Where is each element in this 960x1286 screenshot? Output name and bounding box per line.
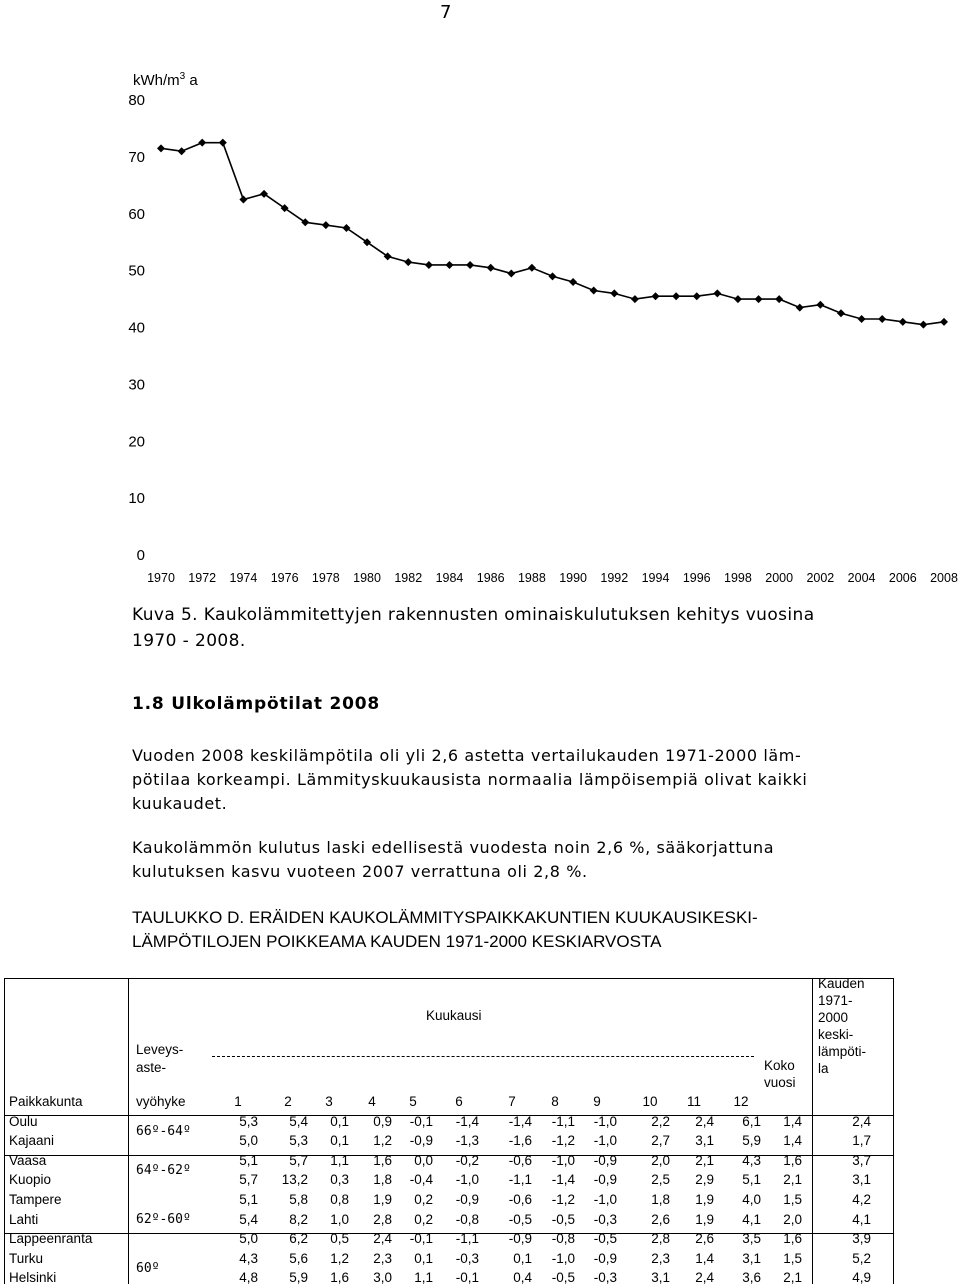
x-tick-label: 2008 (930, 571, 958, 585)
table-cell-month: -0,5 (508, 1212, 532, 1227)
y-tick-label: 50 (128, 262, 145, 280)
table-cell-month: 1,6 (373, 1153, 392, 1168)
table-cell-month: 3,6 (742, 1270, 761, 1285)
table-cell-month: 2,4 (695, 1270, 714, 1285)
latitude-zone-label: 66º-64º (136, 1123, 191, 1139)
data-point-marker (837, 309, 845, 317)
table-cell-month: 2,9 (695, 1172, 714, 1187)
header-avg-line-4: keski- (818, 1027, 854, 1042)
consumption-line-chart (0, 60, 960, 600)
y-tick-label: 0 (136, 547, 145, 564)
y-tick-label: 20 (128, 433, 145, 451)
table-cell-month: -0,6 (508, 1153, 532, 1168)
table-cell-month: 0,0 (414, 1153, 433, 1168)
data-point-marker (652, 292, 660, 300)
y-tick-label: 40 (128, 319, 145, 337)
table-cell-month: 1,0 (330, 1212, 349, 1227)
y-tick-label: 70 (128, 148, 145, 166)
table-cell-month: 1,1 (330, 1153, 349, 1168)
table-cell-month: 0,9 (373, 1114, 392, 1129)
table-row-place: Vaasa (9, 1153, 47, 1168)
table-cell-month: -0,1 (409, 1114, 433, 1129)
table-right-border (893, 978, 894, 1284)
table-cell-month: -1,2 (551, 1192, 575, 1207)
data-point-marker (445, 261, 453, 269)
x-tick-label: 1990 (559, 571, 588, 585)
table-cell-month: -1,1 (455, 1231, 479, 1246)
header-avg-line-3: 2000 (818, 1010, 849, 1025)
table-cell-month: 5,3 (239, 1114, 258, 1129)
header-month-12: 12 (733, 1094, 749, 1109)
x-tick-label: 1976 (270, 571, 299, 585)
y-tick-label: 60 (128, 205, 145, 223)
data-point-marker (425, 261, 433, 269)
paragraph-2-line-1: Kaukolämmön kulutus laski edellisestä vuodesta noin 2,6 %, sääkorjattuna (132, 838, 775, 857)
table-cell-month: -0,9 (508, 1231, 532, 1246)
table-cell-month: 1,9 (695, 1212, 714, 1227)
x-tick-label: 1984 (435, 571, 464, 585)
table-cell-month: 0,1 (414, 1251, 433, 1266)
table-cell-month: 2,6 (651, 1212, 670, 1227)
table-cell-avg: 4,2 (852, 1192, 871, 1207)
table-cell-month: -0,8 (551, 1231, 575, 1246)
header-zone-line-3: vyöhyke (136, 1094, 186, 1109)
header-month-8: 8 (551, 1094, 559, 1109)
table-cell-avg: 4,1 (852, 1212, 871, 1227)
x-tick-label: 1978 (311, 571, 340, 585)
month-header-dashes (212, 1056, 754, 1058)
table-cell-month: -1,0 (593, 1114, 617, 1129)
table-cell-month: 5,9 (742, 1133, 761, 1148)
table-cell-avg: 3,1 (852, 1172, 871, 1187)
table-cell-month: 2,0 (651, 1153, 670, 1168)
x-tick-label: 1980 (353, 571, 381, 585)
table-cell-avg: 2,4 (852, 1114, 871, 1129)
table-cell-year: 2,1 (783, 1270, 802, 1285)
header-avg-line-2: 1971- (818, 993, 853, 1008)
table-cell-month: 4,3 (239, 1251, 258, 1266)
table-cell-month: 0,5 (330, 1231, 349, 1246)
table-cell-month: -1,4 (508, 1114, 532, 1129)
table-row-place: Turku (9, 1251, 44, 1266)
x-tick-label: 1998 (724, 571, 752, 585)
data-point-marker (878, 315, 886, 323)
table-cell-month: -0,1 (455, 1270, 479, 1285)
table-cell-month: 1,9 (695, 1192, 714, 1207)
table-cell-month: -0,3 (593, 1270, 617, 1285)
data-point-marker (549, 272, 557, 280)
paragraph-1-line-2: pötilaa korkeampi. Lämmityskuukausista normaalia lämpöisempiä olivat kaikki (132, 770, 808, 789)
caption-line-1: Kuva 5. Kaukolämmitettyjen rakennusten ominaiskulutuksen kehitys vuosina (132, 605, 815, 625)
table-cell-month: -1,1 (551, 1114, 575, 1129)
table-cell-month: -0,3 (593, 1212, 617, 1227)
table-cell-month: 0,8 (330, 1192, 349, 1207)
x-tick-label: 2000 (765, 571, 794, 585)
paragraph-1-line-1: Vuoden 2008 keskilämpötila oli yli 2,6 astetta vertailukauden 1971-2000 läm- (132, 746, 802, 765)
table-cell-month: -0,9 (593, 1251, 617, 1266)
table-cell-month: -0,9 (593, 1153, 617, 1168)
header-avg-line-5: lämpöti- (818, 1044, 867, 1059)
table-cell-month: 0,3 (330, 1172, 349, 1187)
paragraph-2-line-2: kulutuksen kasvu vuoteen 2007 verrattuna oli 2,8 %. (132, 862, 588, 881)
data-point-marker (858, 315, 866, 323)
paragraph-1 (132, 744, 892, 816)
table-cell-month: 6,1 (742, 1114, 761, 1129)
table-cell-month: 1,4 (695, 1251, 714, 1266)
data-point-marker (157, 144, 165, 152)
data-point-marker (466, 261, 474, 269)
data-point-marker (775, 295, 783, 303)
header-month-9: 9 (593, 1094, 601, 1109)
table-col-divider-place (128, 978, 129, 1284)
table-cell-month: -0,5 (593, 1231, 617, 1246)
y-tick-label: 10 (128, 490, 145, 508)
table-cell-month: 1,1 (414, 1270, 433, 1285)
header-month-1: 1 (234, 1094, 242, 1109)
y-axis-label: kWh/$m^3$ a (133, 71, 198, 89)
figure-caption (132, 602, 892, 654)
table-cell-month: 0,2 (414, 1212, 433, 1227)
table-cell-month: 4,0 (742, 1192, 761, 1207)
header-year-line-1: Koko (764, 1058, 795, 1073)
table-title (132, 906, 892, 954)
table-cell-month: 5,8 (289, 1192, 308, 1207)
table-cell-month: -1,0 (593, 1133, 617, 1148)
header-zone-line-1: Leveys- (136, 1042, 184, 1057)
header-month-7: 7 (508, 1094, 516, 1109)
table-cell-month: 5,9 (289, 1270, 308, 1285)
header-avg-line-1: Kauden (818, 976, 865, 991)
table-cell-month: 5,0 (239, 1133, 258, 1148)
table-cell-month: 1,8 (373, 1172, 392, 1187)
x-tick-label: 1972 (188, 571, 217, 585)
table-cell-month: 5,4 (289, 1114, 308, 1129)
table-cell-month: 2,8 (373, 1212, 392, 1227)
table-row-place: Lahti (9, 1212, 39, 1227)
x-tick-label: 2004 (847, 571, 876, 585)
data-point-marker (940, 318, 948, 326)
table-cell-month: 1,9 (373, 1192, 392, 1207)
x-tick-label: 1996 (682, 571, 711, 585)
table-cell-month: 2,4 (373, 1231, 392, 1246)
table-cell-month: 0,1 (330, 1114, 349, 1129)
table-title-line-2: LÄMPÖTILOJEN POIKKEAMA KAUDEN 1971-2000 KESKIARVOSTA (132, 932, 662, 951)
data-point-marker (796, 304, 804, 312)
x-tick-label: 1974 (229, 571, 258, 585)
table-cell-month: 5,6 (289, 1251, 308, 1266)
table-cell-month: -1,4 (455, 1114, 479, 1129)
header-month-6: 6 (455, 1094, 463, 1109)
table-cell-month: 4,3 (742, 1153, 761, 1168)
table-cell-avg: 1,7 (852, 1133, 871, 1148)
data-point-marker (919, 321, 927, 329)
data-point-marker (487, 264, 495, 272)
header-month-group: Kuukausi (426, 1008, 482, 1023)
x-tick-label: 2006 (888, 571, 917, 585)
header-year-line-2: vuosi (764, 1075, 796, 1090)
table-cell-month: 3,5 (742, 1231, 761, 1246)
table-cell-avg: 4,9 (852, 1270, 871, 1285)
table-cell-month: 3,1 (742, 1251, 761, 1266)
table-cell-month: 2,2 (651, 1114, 670, 1129)
table-cell-month: 1,8 (651, 1192, 670, 1207)
x-tick-label: 1982 (394, 571, 423, 585)
section-heading: 1.8 Ulkolämpötilat 2008 (132, 694, 381, 714)
table-cell-month: -0,6 (508, 1192, 532, 1207)
x-tick-label: 2002 (806, 571, 835, 585)
temperature-deviation-table (4, 978, 894, 1284)
table-cell-month: 5,4 (239, 1212, 258, 1227)
latitude-zone-label: 64º-62º (136, 1162, 191, 1178)
table-cell-month: -0,5 (551, 1212, 575, 1227)
table-cell-month: 5,1 (742, 1172, 761, 1187)
data-point-marker (734, 295, 742, 303)
table-cell-month: 2,5 (651, 1172, 670, 1187)
table-cell-month: 3,1 (651, 1270, 670, 1285)
header-month-11: 11 (686, 1094, 701, 1109)
header-place: Paikkakunta (9, 1094, 83, 1109)
table-title-line-1: TAULUKKO D. ERÄIDEN KAUKOLÄMMITYSPAIKKAKUNTIEN KUUKAUSIKESKI- (132, 908, 758, 927)
data-point-marker (816, 301, 824, 309)
data-point-marker (198, 139, 206, 147)
data-point-marker (322, 221, 330, 229)
table-row-place: Kuopio (9, 1172, 52, 1187)
table-top-border (4, 978, 894, 979)
data-point-marker (219, 139, 227, 147)
table-cell-month: -0,8 (455, 1212, 479, 1227)
latitude-zone-label: 62º-60º (136, 1212, 191, 1227)
table-cell-month: -1,6 (508, 1133, 532, 1148)
latitude-zone-label: 60º (136, 1260, 160, 1276)
table-cell-month: 8,2 (289, 1212, 308, 1227)
data-point-marker (507, 269, 515, 277)
header-avg-line-6: la (818, 1061, 829, 1076)
header-month-5: 5 (409, 1094, 417, 1109)
table-cell-month: -0,4 (409, 1172, 433, 1187)
table-cell-month: 5,7 (289, 1153, 308, 1168)
data-point-marker (672, 292, 680, 300)
x-tick-label: 1988 (517, 571, 546, 585)
table-cell-month: 5,1 (239, 1192, 258, 1207)
table-cell-month: 2,3 (651, 1251, 670, 1266)
table-cell-month: 4,8 (239, 1270, 258, 1285)
table-cell-month: 0,2 (414, 1192, 433, 1207)
table-cell-month: 4,1 (742, 1212, 761, 1227)
table-cell-month: -0,1 (409, 1231, 433, 1246)
table-row-place: Tampere (9, 1192, 62, 1207)
table-cell-month: 2,7 (651, 1133, 670, 1148)
header-month-4: 4 (368, 1094, 376, 1109)
table-cell-year: 1,6 (783, 1231, 802, 1246)
x-tick-label: 1970 (147, 571, 175, 585)
table-row-place: Helsinki (9, 1270, 57, 1285)
x-tick-label: 1994 (641, 571, 670, 585)
table-cell-month: 2,3 (373, 1251, 392, 1266)
series-line (161, 143, 944, 325)
header-month-3: 3 (325, 1094, 333, 1109)
table-cell-month: 1,6 (330, 1270, 349, 1285)
data-point-marker (899, 318, 907, 326)
table-cell-month: 5,1 (239, 1153, 258, 1168)
table-cell-year: 2,1 (783, 1172, 802, 1187)
table-cell-avg: 3,9 (852, 1231, 871, 1246)
table-cell-month: -1,1 (508, 1172, 532, 1187)
data-point-marker (404, 258, 412, 266)
x-tick-label: 1986 (476, 571, 505, 585)
table-cell-month: -1,0 (455, 1172, 479, 1187)
data-point-marker (590, 287, 598, 295)
data-point-marker (239, 196, 247, 204)
table-cell-month: 13,2 (281, 1172, 308, 1187)
table-cell-avg: 5,2 (852, 1251, 871, 1266)
table-cell-month: 2,8 (651, 1231, 670, 1246)
table-col-divider-avg (812, 978, 813, 1284)
data-point-marker (528, 264, 536, 272)
table-cell-year: 2,0 (783, 1212, 802, 1227)
table-row-place: Lappeenranta (9, 1231, 93, 1246)
data-point-marker (631, 295, 639, 303)
y-tick-label: 80 (128, 92, 145, 109)
table-cell-month: 5,7 (239, 1172, 258, 1187)
table-cell-month: 0,4 (513, 1270, 532, 1285)
table-cell-avg: 3,7 (852, 1153, 871, 1168)
table-cell-month: 6,2 (289, 1231, 308, 1246)
x-tick-label: 1992 (600, 571, 629, 585)
table-cell-month: -1,2 (551, 1133, 575, 1148)
table-cell-month: 5,0 (239, 1231, 258, 1246)
paragraph-2 (132, 836, 892, 884)
y-tick-label: 30 (128, 376, 145, 394)
data-point-marker (610, 289, 618, 297)
table-cell-month: -1,0 (593, 1192, 617, 1207)
table-cell-month: -0,9 (593, 1172, 617, 1187)
data-point-marker (713, 289, 721, 297)
table-cell-month: 5,3 (289, 1133, 308, 1148)
table-cell-month: 2,4 (695, 1114, 714, 1129)
data-point-marker (569, 278, 577, 286)
table-cell-month: -0,5 (551, 1270, 575, 1285)
table-cell-month: -1,3 (455, 1133, 479, 1148)
table-row-place: Oulu (9, 1114, 38, 1129)
data-point-marker (178, 147, 186, 155)
table-cell-month: 3,1 (695, 1133, 714, 1148)
table-left-border (4, 978, 5, 1284)
table-cell-month: -1,0 (551, 1153, 575, 1168)
table-cell-year: 1,5 (783, 1251, 802, 1266)
header-zone-line-2: aste- (136, 1060, 167, 1075)
table-cell-year: 1,4 (783, 1114, 802, 1129)
data-point-marker (693, 292, 701, 300)
table-cell-month: 2,6 (695, 1231, 714, 1246)
table-cell-month: 1,2 (330, 1251, 349, 1266)
table-cell-month: 0,1 (330, 1133, 349, 1148)
table-cell-month: -1,0 (551, 1251, 575, 1266)
page-number: 7 (440, 2, 452, 23)
table-cell-month: -0,2 (455, 1153, 479, 1168)
table-row-place: Kajaani (9, 1133, 55, 1148)
table-cell-year: 1,5 (783, 1192, 802, 1207)
paragraph-1-line-3: kuukaudet. (132, 794, 228, 813)
data-point-marker (755, 295, 763, 303)
table-cell-month: 0,1 (513, 1251, 532, 1266)
table-cell-month: -0,3 (455, 1251, 479, 1266)
table-cell-year: 1,4 (783, 1133, 802, 1148)
table-cell-month: -0,9 (409, 1133, 433, 1148)
table-cell-month: -0,9 (455, 1192, 479, 1207)
caption-line-2: 1970 - 2008. (132, 631, 246, 651)
header-month-10: 10 (642, 1094, 658, 1109)
table-cell-year: 1,6 (783, 1153, 802, 1168)
table-cell-month: 1,2 (373, 1133, 392, 1148)
table-cell-month: -1,4 (551, 1172, 575, 1187)
table-cell-month: 2,1 (695, 1153, 714, 1168)
table-cell-month: 3,0 (373, 1270, 392, 1285)
header-month-2: 2 (284, 1094, 292, 1109)
